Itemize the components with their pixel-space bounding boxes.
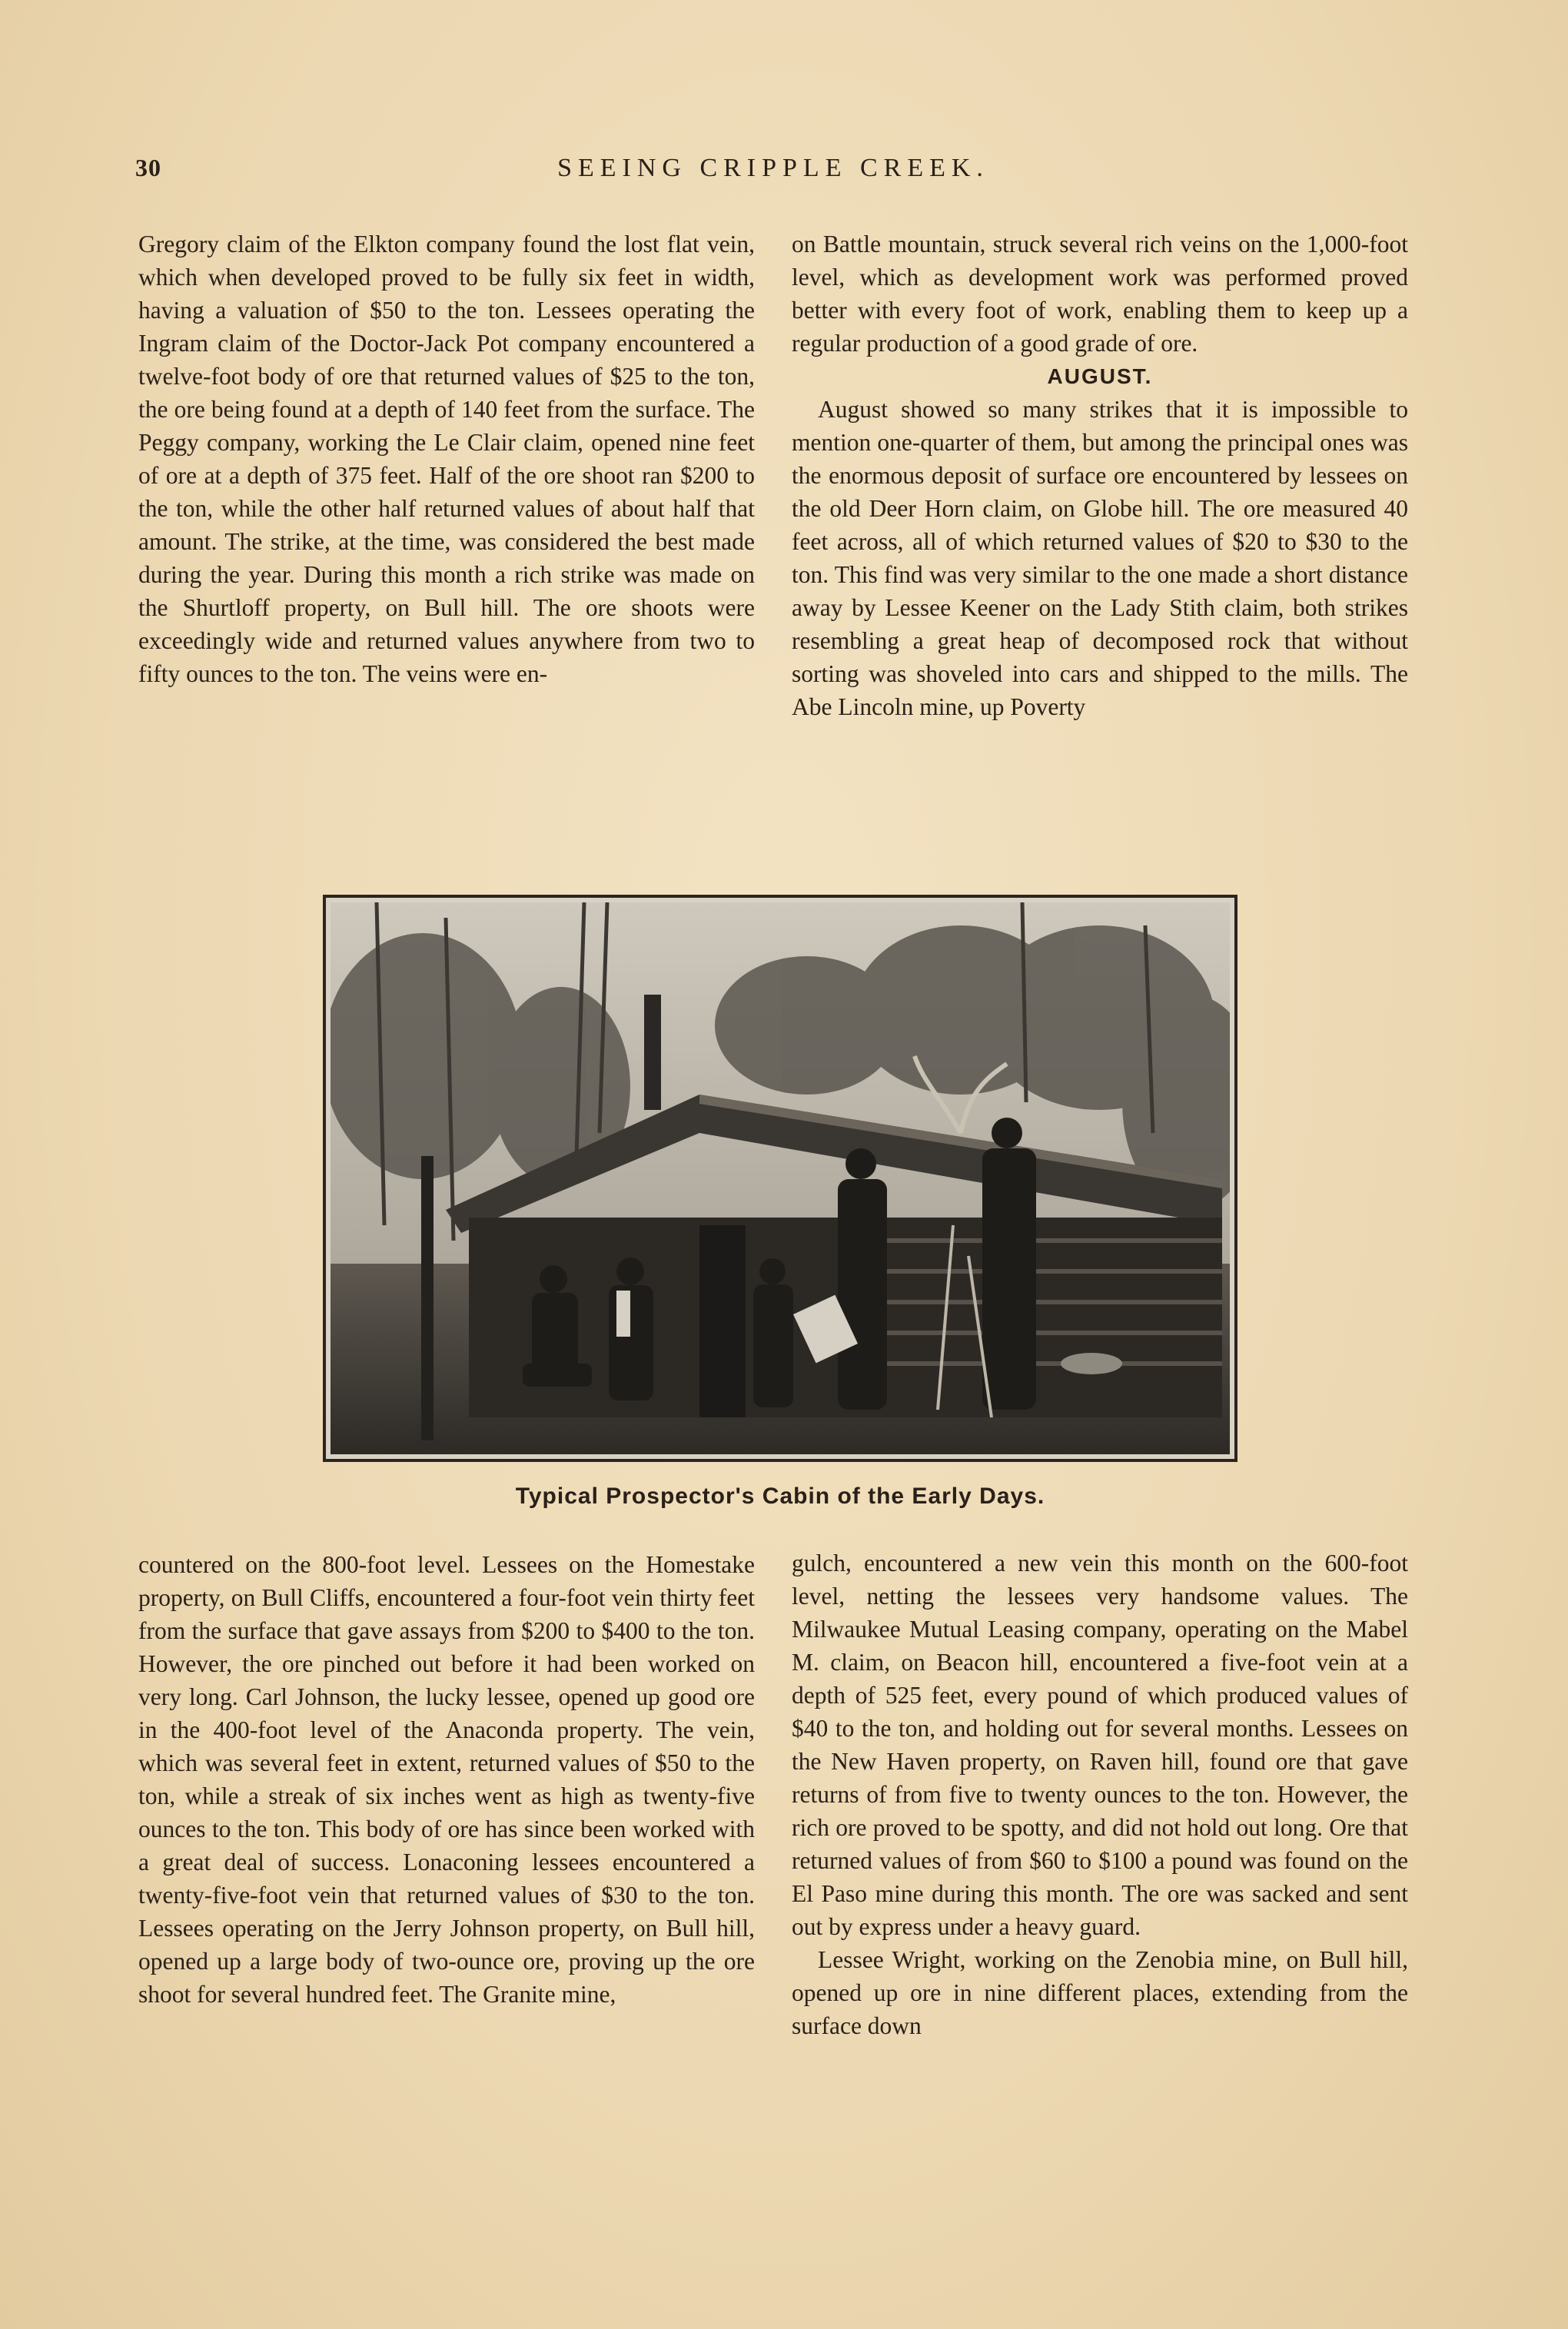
cabin-photo-illustration: [331, 902, 1230, 1454]
paragraph: Lessee Wright, working on the Zenobia mine, on Bull hill, opened up ore in nine different places, extending from the surface down: [792, 1946, 1408, 2039]
column-top-right: [792, 228, 1408, 723]
column-bottom-left: [138, 1548, 755, 2011]
paragraph: countered on the 800-foot level. Lessees on the Homestake property, on Bull Cliffs, encountered a four-foot vein thirty feet from the surface that gave assays from $200 to $400 to the ton. However, the ore pinched out before it had been worked on very long. Carl Johnson, the lucky lessee, opened up good ore in the 400-foot level of the Anaconda property. The vein, which was several feet in extent, returned values of $50 to the ton, while a streak of six inches went as high as twenty-five ounces to the ton. This body of ore has since been worked with a great deal of success. Lonaconing lessees encountered a twenty-five-foot vein that returned values of $30 to the ton. Lessees operating on the Jerry Johnson property, on Bull hill, opened up a large body of two-ounce ore, proving up the ore shoot for several hundred feet. The Granite mine,: [138, 1551, 755, 2008]
running-header: [135, 154, 1411, 200]
photograph: [323, 895, 1237, 1462]
paragraph: on Battle mountain, struck several rich veins on the 1,000-foot level, which as development work was performed proved better with every foot of work, enabling them to keep up a regular production of a good grade of ore.: [792, 231, 1408, 357]
paragraph: August showed so many strikes that it is impossible to mention one-quarter of them, but among the principal ones was the enormous deposit of surface ore encountered by lessees on the old Deer Horn claim, on Globe hill. The ore measured 40 feet across, all of which returned values of $20 to $30 to the ton. This find was very similar to the one made a short distance away by Lessee Keener on the Lady Stith claim, both strikes resembling a great heap of decomposed rock that without sorting was shoveled into cars and shipped to the mills. The Abe Lincoln mine, up Poverty: [792, 396, 1408, 720]
running-title: SEEING CRIPPLE CREEK.: [557, 154, 989, 182]
figure-caption: Typical Prospector's Cabin of the Early Days.: [515, 1483, 1045, 1509]
section-heading: AUGUST.: [1047, 364, 1153, 388]
paragraph: Gregory claim of the Elkton company found the lost flat vein, which when developed proved to be fully six feet in width, having a valuation of $50 to the ton. Lessees operating the Ingram claim of the Doctor-Jack Pot company encountered a twelve-foot body of ore that returned values of $25 to the ton, the ore being found at a depth of 140 feet from the surface. The Peggy company, working the Le Clair claim, opened nine feet of ore at a depth of 375 feet. Half of the ore shoot ran $200 to the ton, while the other half returned values of about half that amount. The strike, at the time, was considered the best made during the year. During this month a rich strike was made on the Shurtloff property, on Bull hill. The ore shoots were exceedingly wide and returned values anywhere from two to fifty ounces to the ton. The veins were en-: [138, 231, 755, 687]
paragraph: gulch, encountered a new vein this month on the 600-foot level, netting the lessees very handsome values. The Milwaukee Mutual Leasing company, operating on the Mabel M. claim, on Beacon hill, encountered a five-foot vein at a depth of 525 feet, every pound of which produced values of $40 to the ton, and holding out for several months. Lessees on the New Haven property, on Raven hill, found ore that gave returns of from five to twenty ounces to the ton. However, the rich ore proved to be spotty, and did not hold out long. Ore that returned values of from $60 to $100 a pound was found on the El Paso mine during this month. The ore was sacked and sent out by express under a heavy guard.: [792, 1550, 1408, 1940]
column-top-left: [138, 228, 755, 690]
column-bottom-right: [792, 1547, 1408, 2042]
page-number: 30: [135, 154, 161, 181]
